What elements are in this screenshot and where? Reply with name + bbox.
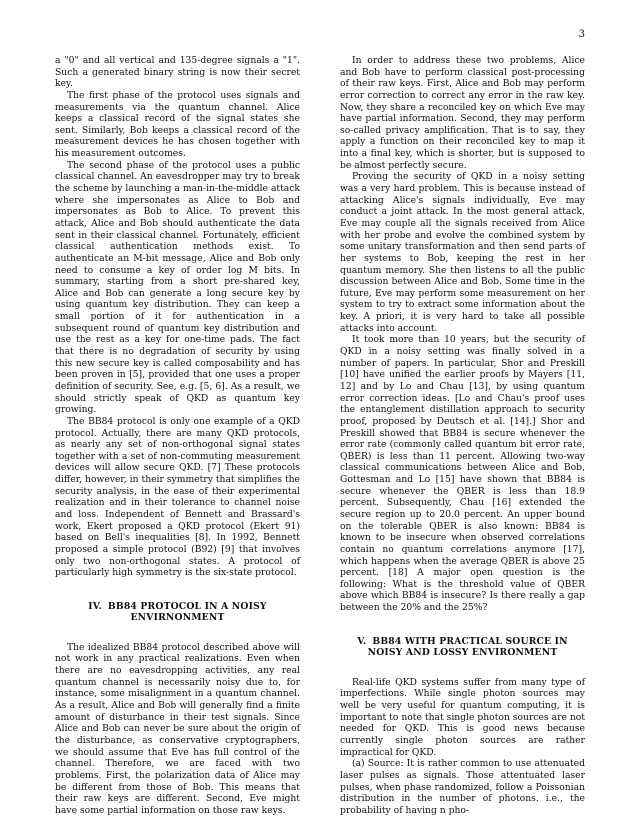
paragraph: (a) Source: It is rather common to use attenuated laser pulses as signals. Those attentuated laser pulses, when phase randomized, follow a Poissonian distribution in the number of photons. i.e., the probability of having n pho- <box>340 758 585 816</box>
section-number: V. <box>357 635 367 647</box>
paragraph: Real-life QKD systems suffer from many type of imperfections. While single photon sources may well be very useful for quantum computing, it is important to note that single photon sources are not needed for QKD. This is good news because currently single photon sources are rather impractical for QKD. <box>340 676 585 758</box>
section-title: BB84 PROTOCOL IN A NOISY ENVIRNONMENT <box>107 600 267 624</box>
paragraph: In order to address these two problems, Alice and Bob have to perform classical post-processing of their raw keys. First, Alice and Bob may perform error correction to correct any error in the raw key. Now, they share a reconciled key on which Eve may have partial information. Second, they may perform so-called privacy amplification. That is to say, they apply a function on their reconciled key to map it into a final key, which is shorter, but is supposed to be almost perfectly secure. <box>340 55 585 171</box>
right-column <box>340 55 585 816</box>
paragraph: a "0" and all vertical and 135-degree signals a "1". Such a generated binary string is now their secret key. <box>55 55 300 90</box>
page-number: 3 <box>578 29 585 40</box>
paragraph: The second phase of the protocol uses a public classical channel. An eavesdropper may try to break the scheme by launching a man-in-the-middle attack where she impersonates as Alice to Bob and impersonates as Bob to Alice. To prevent this attack, Alice and Bob should authenticate the data sent in their classical channel. Fortunately, efficient classical authentication methods exist. To authenticate an M-bit message, Alice and Bob only need to consume a key of order log M bits. In summary, starting from a short pre-shared key, Alice and Bob can generate a long secure key by using quantum key distribution. They can keep a small portion of it for authentication in a subsequent round of quantum key distribution and use the rest as a key for one-time pads. The fact that there is no degradation of security by using this new secure key is called composability and has been proven in [5], provided that one uses a proper definition of security. See, e.g. [5, 6]. As a result, we should strictly speak of QKD as quantum key growing. <box>55 159 300 416</box>
paragraph: It took more than 10 years, but the security of QKD in a noisy setting was finally solved in a number of papers. In particular, Shor and Preskill [10] have unified the earlier proofs by Mayers [11, 12] and by Lo and Chau [13], by using quantum error correction ideas. [Lo and Chau's proof uses the entanglement distillation approach to security proof, proposed by Deutsch et al. [14].] Shor and Preskill showed that BB84 is secure whenever the error rate (commonly called quantum bit error rate, QBER) is less than 11 percent. Allowing two-way classical communications between Alice and Bob, Gottesman and Lo [15] have shown that BB84 is secure whenever the QBER is less than 18.9 percent. Subsequently, Chau [16] extended the secure region up to 20.0 percent. An upper bound on the tolerable QBER is also known: BB84 is known to be insecure when observed correlations contain no quantum correlations anymore [17], which happens when the average QBER is above 25 percent. [18] A major open question is the following: What is the threshold value of QBER above which BB84 is insecure? Is there really a gap between the 20% and the 25%? <box>340 334 585 614</box>
section-heading <box>55 601 300 624</box>
paragraph: The BB84 protocol is only one example of a QKD protocol. Actually, there are many QKD protocols, as nearly any set of non-orthogonal signal states together with a set of non-commuting measurement devices will allow secure QKD. [7] These protocols differ, however, in their symmetry that simplifies the security analysis, in the ease of their experimental realization and in their tolerance to channel noise and loss. Independent of Bennett and Brassard's work, Ekert proposed a QKD protocol (Ekert 91) based on Bell's inequalities [8]. In 1992, Bennett proposed a simple protocol (B92) [9] that involves only two non-orthogonal states. A protocol of particularly high symmetry is the six-state protocol. <box>55 415 300 579</box>
paragraph: Proving the security of QKD in a noisy setting was a very hard problem. This is because instead of attacking Alice's signals individually, Eve may conduct a joint attack. In the most general attack, Eve may couple all the signals received from Alice with her probe and evolve the combined system by some unitary transformation and then send parts of her systems to Bob, keeping the rest in her quantum memory. She then listens to all the public discussion between Alice and Bob. Some time in the future, Eve may perform some measurement on her system to try to extract some information about the key. A priori, it is very hard to take all possible attacks into account. <box>340 171 585 334</box>
section-number: IV. <box>88 600 102 612</box>
paragraph: The idealized BB84 protocol described above will not work in any practical realizations. Even when there are no eavesdropping activities, any real quantum channel is necessarily noisy due to, for instance, some misalignment in a quantum channel. As a result, Alice and Bob will generally find a finite amount of disturbance in their test signals. Since Alice and Bob can never be sure about the origin of the disturbance, as conservative cryptographers, we should assume that Eve has full control of the channel. Therefore, we are faced with two problems. First, the polarization data of Alice may be different from those of Bob. This means that their raw keys are different. Second, Eve might have some partial information on those raw keys. <box>55 641 300 816</box>
section-title: BB84 WITH PRACTICAL SOURCE IN NOISY AND LOSSY ENVIRONMENT <box>367 635 568 659</box>
left-column <box>55 55 300 816</box>
paragraph: The first phase of the protocol uses signals and measurements via the quantum channel. Alice keeps a classical record of the signal states she sent. Similarly, Bob keeps a classical record of the measurement devices he has chosen together with his measurement outcomes. <box>55 89 300 160</box>
section-heading <box>340 636 585 659</box>
